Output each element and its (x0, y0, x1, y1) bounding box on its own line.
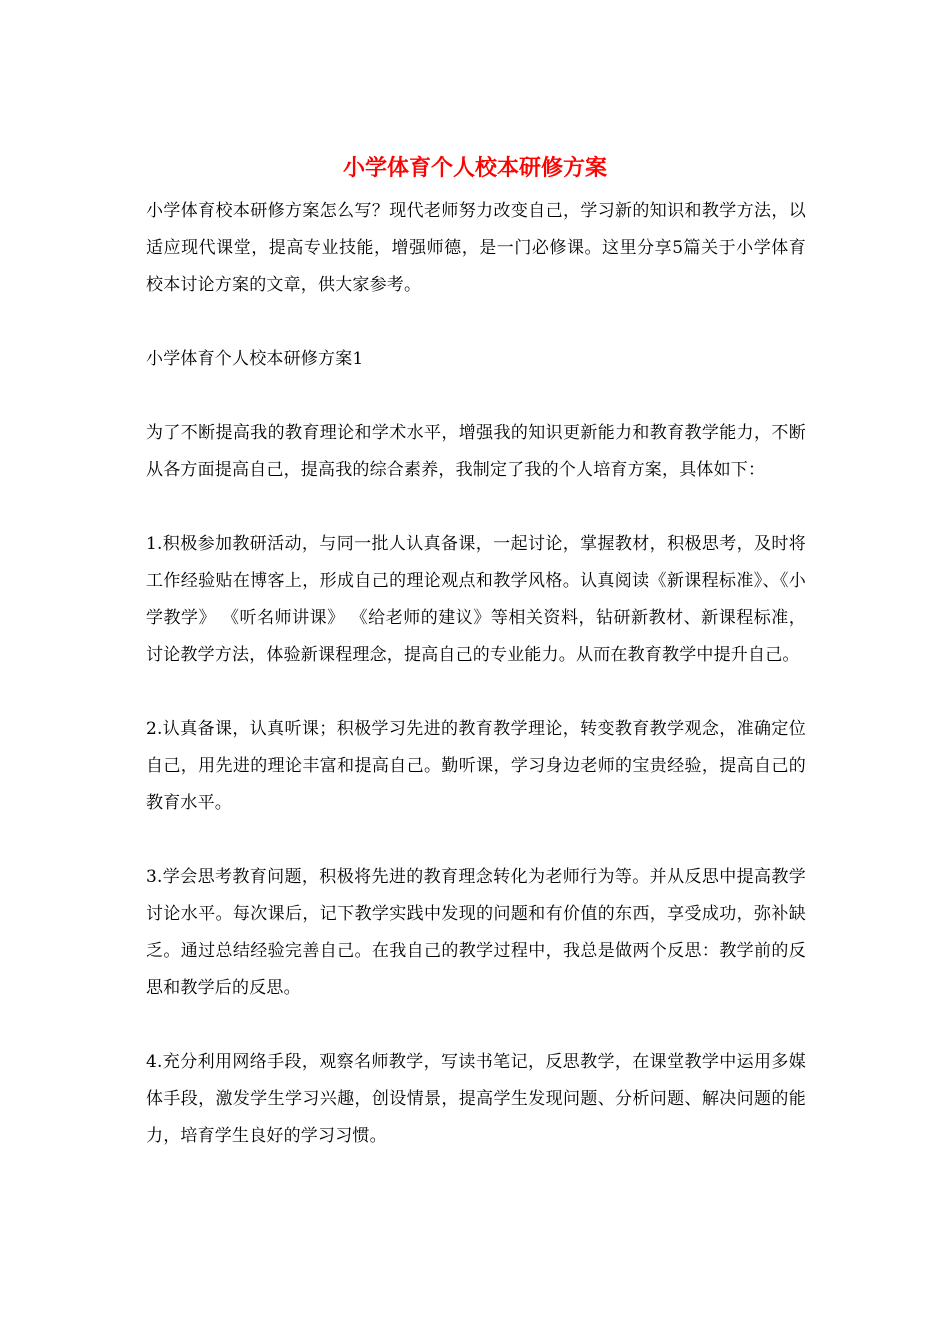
body-paragraph: 为了不断提高我的教育理论和学术水平，增强我的知识更新能力和教育教学能力，不断从各方面提高自己，提高我的综合素养，我制定了我的个人培育方案，具体如下： (146, 423, 806, 480)
document-title: 小学体育个人校本研修方案 (342, 155, 607, 181)
list-item-1: 1.积极参加教研活动，与同一批人认真备课，一起讨论，掌握教材，积极思考，及时将工作经验贴在博客上，形成自己的理论观点和教学风格。认真阅读《新课程标准》、《小学教学》 《听名师讲课》 《给老师的建议》等相关资料，钻研新教材、新课程标准，讨论教学方法，体验新课程理念，提高自己的专业能力。从而在教育教学中提升自己。 (146, 534, 806, 665)
list-item-4: 4.充分利用网络手段，观察名师教学，写读书笔记，反思教学，在课堂教学中运用多媒体手段，激发学生学习兴趣，创设情景，提高学生发现问题、分析问题、解决问题的能力，培育学生良好的学习习惯。 (146, 1052, 806, 1146)
section-heading: 小学体育个人校本研修方案1 (146, 349, 364, 369)
list-item-2: 2.认真备课，认真听课；积极学习先进的教育教学理论，转变教育教学观念，准确定位自己，用先进的理论丰富和提高自己。勤听课，学习身边老师的宝贵经验，提高自己的教育水平。 (146, 719, 806, 813)
list-item-3: 3.学会思考教育问题，积极将先进的教育理念转化为老师行为等。并从反思中提高教学讨论水平。每次课后，记下教学实践中发现的问题和有价值的东西，享受成功，弥补缺乏。通过总结经验完善自己。在我自己的教学过程中，我总是做两个反思：教学前的反思和教学后的反思。 (146, 867, 806, 998)
intro-paragraph: 小学体育校本研修方案怎么写？现代老师努力改变自己，学习新的知识和教学方法，以适应现代课堂，提高专业技能，增强师德，是一门必修课。这里分享5篇关于小学体育校本讨论方案的文章，供大家参考。 (146, 201, 806, 295)
document-body (146, 193, 806, 1192)
